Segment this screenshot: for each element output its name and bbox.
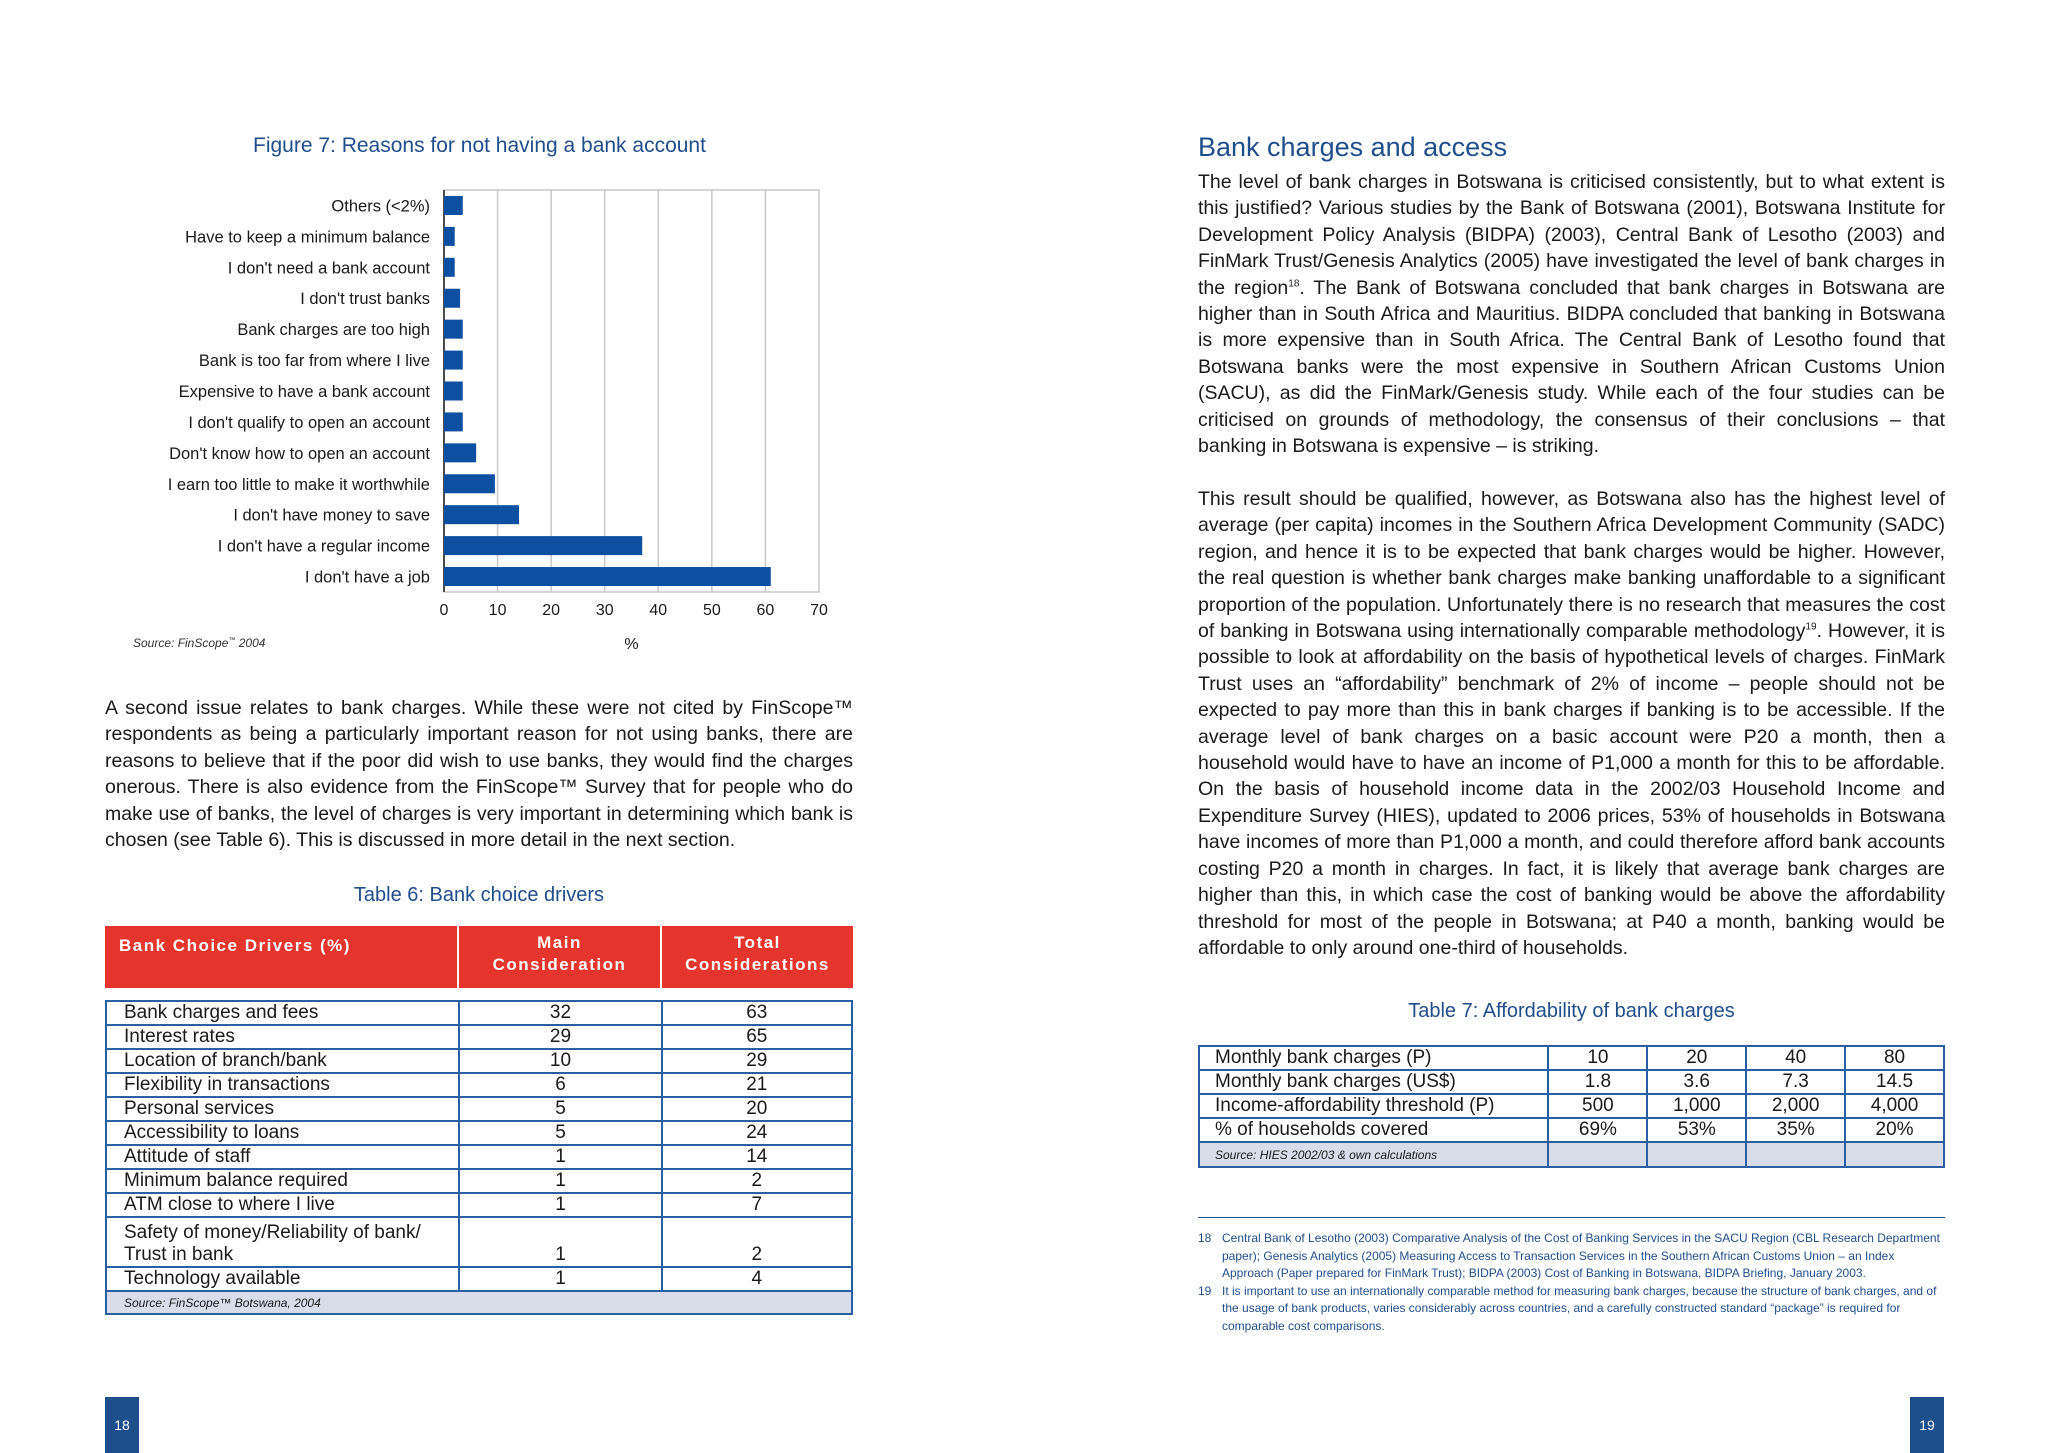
body-paragraph-right-2: This result should be qualified, however, as Botswana also has the highest level of average (per capita) incomes in the Southern Africa Development Community (SADC) region, and hence it is to be expected that bank charges would be higher. However, the real question is whether bank charges make banking unaffordable to a significant proportion of the population. Unfortunately there is no research that measures the cost of banking in Botswana using internationally comparable methodology$^{19}$. However, it is possible to look at affordability on the basis of hypothetical levels of charges. FinMark Trust uses an “affordability” benchmark of 2% of income – people should not be expected to pay more than this in bank charges if banking is to be accessible. If the average level of bank charges on a basic account were P20 a month, then a household would have to have an income of P1,000 a month for this to be affordable. On the basis of household income data in the 2002/03 Household Income and Expenditure Survey (HIES), updated to 2006 prices, 53% of households in Botswana have incomes of more than P1,000 a month, and could therefore afford bank accounts costing P20 a month in charges. In fact, it is likely that average bank charges are higher than this, in which case the cost of banking would be above the affordability threshold for most of the people in Botswana; at P40 a month, banking would be affordable to only around one-third of households. bbox=[1198, 488, 1945, 959]
table7-cell-value: 3.6 bbox=[1647, 1070, 1746, 1094]
chart-bar bbox=[444, 227, 455, 246]
table6-header bbox=[105, 926, 853, 988]
table6-cell-total: 2 bbox=[662, 1169, 852, 1193]
table6-cell-main: 1 bbox=[459, 1145, 661, 1169]
chart-x-tick-label: 60 bbox=[756, 602, 775, 619]
table6-row bbox=[106, 1025, 852, 1049]
table6-caption: Table 6: Bank choice drivers bbox=[353, 884, 605, 906]
table6-row bbox=[106, 1193, 852, 1217]
chart-category-label: Bank charges are too high bbox=[237, 321, 430, 340]
table6-cell-total: 65 bbox=[662, 1025, 852, 1049]
table6-row bbox=[106, 1169, 852, 1193]
table6-cell-total: 63 bbox=[662, 1001, 852, 1025]
chart-x-tick-label: 10 bbox=[488, 602, 507, 619]
table7-caption: Table 7: Affordability of bank charges bbox=[1408, 1000, 1735, 1022]
chart-category-label: I earn too little to make it worthwhile bbox=[167, 475, 430, 494]
table6-cell-total: 14 bbox=[662, 1145, 852, 1169]
chart-x-tick-label: 20 bbox=[542, 602, 561, 619]
section-heading: Bank charges and access bbox=[1198, 132, 1508, 162]
chart-x-tick-label: 50 bbox=[702, 602, 721, 619]
table6-cell-main: 1 bbox=[459, 1193, 661, 1217]
table7 bbox=[1198, 1045, 1945, 1168]
table7-source: Source: HIES 2002/03 & own calculations bbox=[1199, 1142, 1548, 1167]
table6-cell-driver: Safety of money/Reliability of bank/ Trust in bank bbox=[106, 1217, 459, 1267]
table6-cell-total: 24 bbox=[662, 1121, 852, 1145]
table6-cell-main: 5 bbox=[459, 1097, 661, 1121]
table6-cell-driver: Interest rates bbox=[106, 1025, 459, 1049]
chart-bar bbox=[444, 258, 455, 277]
chart-category-label: I don't qualify to open an account bbox=[188, 413, 430, 432]
table6-cell-driver: Technology available bbox=[106, 1267, 459, 1291]
footnote-divider bbox=[1198, 1217, 1945, 1218]
table7-cell-label: Monthly bank charges (P) bbox=[1199, 1046, 1548, 1070]
chart-x-tick-label: 70 bbox=[810, 602, 828, 619]
table7-cell-value: 53% bbox=[1647, 1118, 1746, 1142]
chart-bar bbox=[444, 351, 463, 370]
page-number-right: 19 bbox=[1910, 1397, 1944, 1453]
table6-source-row bbox=[106, 1291, 852, 1314]
table6-row bbox=[106, 1097, 852, 1121]
table7-cell-value: 500 bbox=[1548, 1094, 1647, 1118]
table6-cell-total: 4 bbox=[662, 1267, 852, 1291]
table7-cell-value: 7.3 bbox=[1746, 1070, 1845, 1094]
table6-cell-driver: Accessibility to loans bbox=[106, 1121, 459, 1145]
chart-bar bbox=[444, 289, 460, 308]
chart-category-label: Don't know how to open an account bbox=[169, 444, 430, 463]
table7-cell-value: 20 bbox=[1647, 1046, 1746, 1070]
chart-bar bbox=[444, 412, 463, 431]
table7-cell-label: Income-affordability threshold (P) bbox=[1199, 1094, 1548, 1118]
footnote-text: Central Bank of Lesotho (2003) Comparative Analysis of the Cost of Banking Services in the SACU Region (CBL Research Department paper); Genesis Analytics (2005) Measuring Access to Transaction Services in the Southern African Customs Union – an Index Approach (Paper prepared for FinMark Trust); BIDPA (2003) Cost of Banking in Botswana, BIDPA Briefing, January 2003. bbox=[1222, 1231, 1940, 1281]
table6-cell-driver: Location of branch/bank bbox=[106, 1049, 459, 1073]
page-number-left: 18 bbox=[105, 1397, 139, 1453]
chart-bar bbox=[444, 443, 476, 462]
table7-cell-value: 2,000 bbox=[1746, 1094, 1845, 1118]
table7-cell-value: 20% bbox=[1845, 1118, 1944, 1142]
table6-cell-total: 21 bbox=[662, 1073, 852, 1097]
chart-plot-area bbox=[444, 190, 819, 592]
chart-category-label: Expensive to have a bank account bbox=[178, 383, 430, 401]
table6-row bbox=[106, 1217, 852, 1267]
chart-x-axis-label: % bbox=[624, 636, 639, 653]
table6-cell-total: 20 bbox=[662, 1097, 852, 1121]
table6-row bbox=[106, 1267, 852, 1291]
table6-cell-main: 32 bbox=[459, 1001, 661, 1025]
table6-cell-driver: Bank charges and fees bbox=[106, 1001, 459, 1025]
chart-bar bbox=[444, 474, 495, 493]
chart-category-label: I don't have money to save bbox=[233, 506, 430, 525]
table6-header-drivers: Bank Choice Drivers (%) bbox=[105, 926, 459, 988]
table7-cell-value: 69% bbox=[1548, 1118, 1647, 1142]
chart-category-label: I don't trust banks bbox=[300, 290, 430, 309]
table6-cell-main: 1 bbox=[459, 1169, 661, 1193]
table7-cell-value: 14.5 bbox=[1845, 1070, 1944, 1094]
chart-bar bbox=[444, 567, 771, 586]
table6-header-total: Total Considerations bbox=[685, 933, 830, 974]
table7-cell-value: 35% bbox=[1746, 1118, 1845, 1142]
chart-x-tick-label: 0 bbox=[439, 602, 449, 619]
table7-cell-label: Monthly bank charges (US$) bbox=[1199, 1070, 1548, 1094]
chart-bar bbox=[444, 196, 463, 215]
chart-bar bbox=[444, 536, 642, 555]
table7-source-row bbox=[1199, 1142, 1944, 1167]
table6-cell-main: 1 bbox=[459, 1217, 661, 1267]
chart-bar bbox=[444, 320, 463, 339]
table7-row bbox=[1199, 1118, 1944, 1142]
table7-cell-value: 40 bbox=[1746, 1046, 1845, 1070]
chart-category-label: Others (<2%) bbox=[331, 197, 430, 216]
table7-row bbox=[1199, 1070, 1944, 1094]
table6-row bbox=[106, 1121, 852, 1145]
table6-cell-driver: Attitude of staff bbox=[106, 1145, 459, 1169]
table6-row bbox=[106, 1145, 852, 1169]
table7-row bbox=[1199, 1046, 1944, 1070]
table6-cell-main: 1 bbox=[459, 1267, 661, 1291]
footnote-item bbox=[1198, 1230, 1945, 1283]
table6-cell-driver: Flexibility in transactions bbox=[106, 1073, 459, 1097]
table6-header-main: Main Consideration bbox=[459, 926, 662, 988]
table6-cell-total: 2 bbox=[662, 1217, 852, 1267]
chart-category-label: I don't have a regular income bbox=[217, 537, 430, 556]
table6-cell-total: 29 bbox=[662, 1049, 852, 1073]
table6-cell-driver: ATM close to where I live bbox=[106, 1193, 459, 1217]
chart-source: Source: FinScope™ 2004 bbox=[133, 636, 266, 650]
table6-row bbox=[106, 1073, 852, 1097]
chart-bar bbox=[444, 505, 519, 524]
footnote-item bbox=[1198, 1283, 1945, 1336]
table7-cell-value: 10 bbox=[1548, 1046, 1647, 1070]
chart-category-label: I don't have a job bbox=[304, 568, 430, 587]
footnote-number: 18 bbox=[1198, 1231, 1212, 1245]
table6-cell-main: 6 bbox=[459, 1073, 661, 1097]
chart-bar bbox=[444, 382, 463, 401]
chart-x-tick-label: 30 bbox=[595, 602, 614, 619]
footnote-ref-19: 19 bbox=[1805, 621, 1817, 633]
chart-x-tick-label: 40 bbox=[649, 602, 668, 619]
table6-source: Source: FinScope™ Botswana, 2004 bbox=[106, 1291, 852, 1314]
chart-category-label: Have to keep a minimum balance bbox=[185, 228, 430, 247]
table6 bbox=[105, 1000, 853, 1315]
body-paragraph-right-1: The level of bank charges in Botswana is criticised consistently, but to what extent is this justified? Various studies by the Bank of Botswana (2001), Botswana Institute for Development Policy Analysis (BIDPA) (2003), Central Bank of Lesotho (2003) and FinMark Trust/Genesis Analytics (2005) have investigated the level of bank charges in the region$^{18}$. The Bank of Botswana concluded that bank charges in Botswana are higher than in South Africa and Mauritius. BIDPA concluded that banking in Botswana is more expensive than in South Africa. The Central Bank of Lesotho found that Botswana banks were the most expensive in Southern African Customs Union (SACU), as did the FinMark/Genesis study. While each of the four studies can be criticised on grounds of methodology, the consensus of their conclusions – that banking in Botswana is expensive – is striking. bbox=[1198, 171, 1945, 458]
chart-category-label: Bank is too far from where I live bbox=[198, 352, 430, 371]
table7-cell-value: 80 bbox=[1845, 1046, 1944, 1070]
chart-category-label: I don't need a bank account bbox=[227, 259, 430, 278]
table7-cell-value: 1.8 bbox=[1548, 1070, 1647, 1094]
table7-cell-label: % of households covered bbox=[1199, 1118, 1548, 1142]
table7-cell-value: 4,000 bbox=[1845, 1094, 1944, 1118]
footnote-number: 19 bbox=[1198, 1283, 1212, 1298]
table6-row bbox=[106, 1001, 852, 1025]
footnotes bbox=[1198, 1230, 1945, 1336]
body-paragraph-left: A second issue relates to bank charges. While these were not cited by FinScope™ respondents as being a particularly important reason for not using banks, there are reasons to believe that if the poor did wish to use banks, they would find the charges onerous. There is also evidence from the FinScope™ Survey that for people who do make use of banks, the level of charges is very important in determining which bank is chosen (see Table 6). This is discussed in more detail in the next section. bbox=[105, 697, 853, 852]
table6-cell-total: 7 bbox=[662, 1193, 852, 1217]
footnote-ref-18: 18 bbox=[1288, 278, 1300, 290]
table7-row bbox=[1199, 1094, 1944, 1118]
footnote-text: It is important to use an internationally comparable method for measuring bank charges, because the structure of bank charges, and of the usage of bank products, varies considerably across countries, and a carefully constructed standard “package” is required for comparable cost comparisons. bbox=[1222, 1283, 1937, 1333]
table6-cell-main: 10 bbox=[459, 1049, 661, 1073]
table6-cell-driver: Minimum balance required bbox=[106, 1169, 459, 1193]
table6-cell-main: 29 bbox=[459, 1025, 661, 1049]
table6-cell-driver: Personal services bbox=[106, 1097, 459, 1121]
table6-row bbox=[106, 1049, 852, 1073]
figure-title: Figure 7: Reasons for not having a bank account bbox=[253, 134, 706, 157]
table6-cell-main: 5 bbox=[459, 1121, 661, 1145]
table7-cell-value: 1,000 bbox=[1647, 1094, 1746, 1118]
